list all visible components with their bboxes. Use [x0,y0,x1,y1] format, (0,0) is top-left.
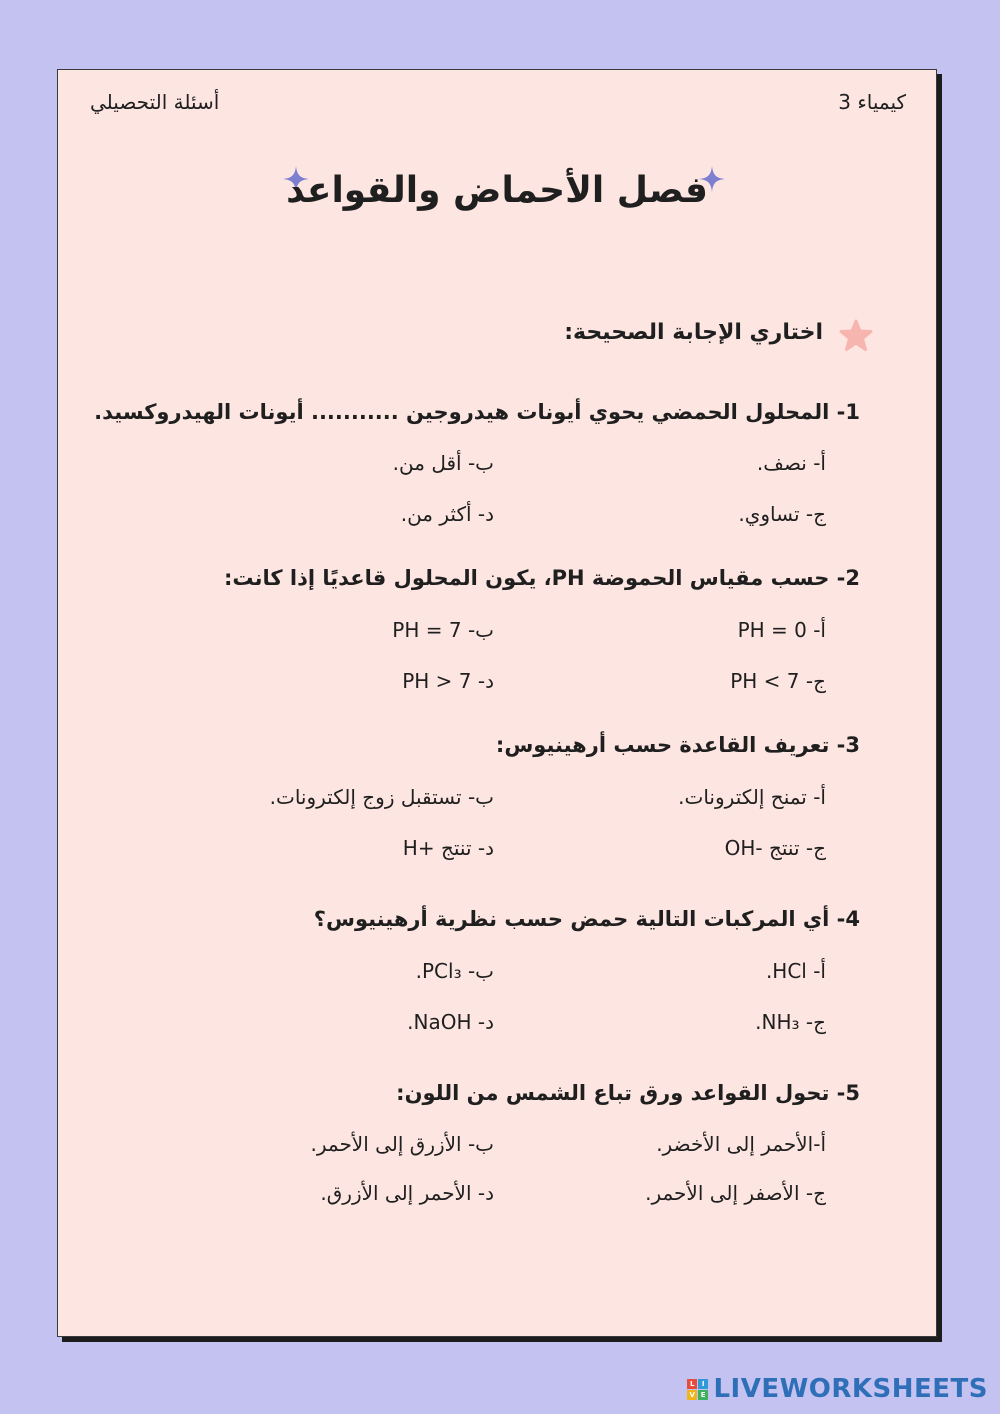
option-3d[interactable]: د- تنتج +H [402,836,494,860]
brand-name: LIVEWORKSHEETS [713,1374,988,1404]
option-4c[interactable]: ج- NH₃. [755,1010,826,1034]
liveworksheets-watermark [687,1374,988,1404]
instruction-text: اختاري الإجابة الصحيحة: [564,320,823,345]
logo-letter: V [687,1390,697,1400]
option-2b[interactable]: ب- PH = 7 [392,618,494,642]
option-1b[interactable]: ب- أقل من. [392,451,494,475]
option-2a[interactable]: أ- PH = 0 [737,618,826,642]
option-2d[interactable]: د- PH > 7 [402,669,494,693]
option-3b[interactable]: ب- تستقبل زوج إلكترونات. [269,785,494,809]
option-5b[interactable]: ب- الأزرق إلى الأحمر. [310,1132,494,1156]
option-1a[interactable]: أ- نصف. [756,451,826,475]
logo-letter: I [698,1379,708,1389]
option-2c[interactable]: ج- PH < 7 [730,669,826,693]
category-label: أسئلة التحصيلي [90,90,220,114]
option-5c[interactable]: ج- الأصفر إلى الأحمر. [645,1181,826,1205]
question-4: 4- أي المركبات التالية حمض حسب نظرية أرهينيوس؟ [313,907,860,931]
option-5d[interactable]: د- الأحمر إلى الأزرق. [320,1181,494,1205]
subject-label: كيمياء 3 [838,90,906,114]
option-4a[interactable]: أ- HCl. [765,959,826,983]
star-icon [838,318,874,354]
question-5: 5- تحول القواعد ورق تباع الشمس من اللون: [396,1081,860,1105]
question-1: 1- المحلول الحمضي يحوي أيونات هيدروجين ........... أيونات الهيدروكسيد. [94,400,860,424]
option-4b[interactable]: ب- PCl₃. [415,959,494,983]
worksheet-page [57,69,937,1337]
option-1c[interactable]: ج- تساوي. [738,502,826,526]
question-3: 3- تعريف القاعدة حسب أرهينيوس: [495,733,860,757]
question-2: 2- حسب مقياس الحموضة PH، يكون المحلول قاعديًا إذا كانت: [224,566,860,590]
logo-letter: E [698,1390,708,1400]
page-title: فصل الأحماض والقواعد [286,170,708,211]
option-5a[interactable]: أ-الأحمر إلى الأخضر. [656,1132,826,1156]
option-4d[interactable]: د- NaOH. [407,1010,494,1034]
option-3a[interactable]: أ- تمنح إلكترونات. [678,785,826,809]
option-1d[interactable]: د- أكثر من. [400,502,494,526]
logo-letter: L [687,1379,697,1389]
liveworksheets-logo [687,1379,708,1400]
option-3c[interactable]: ج- تنتج -OH [724,836,826,860]
